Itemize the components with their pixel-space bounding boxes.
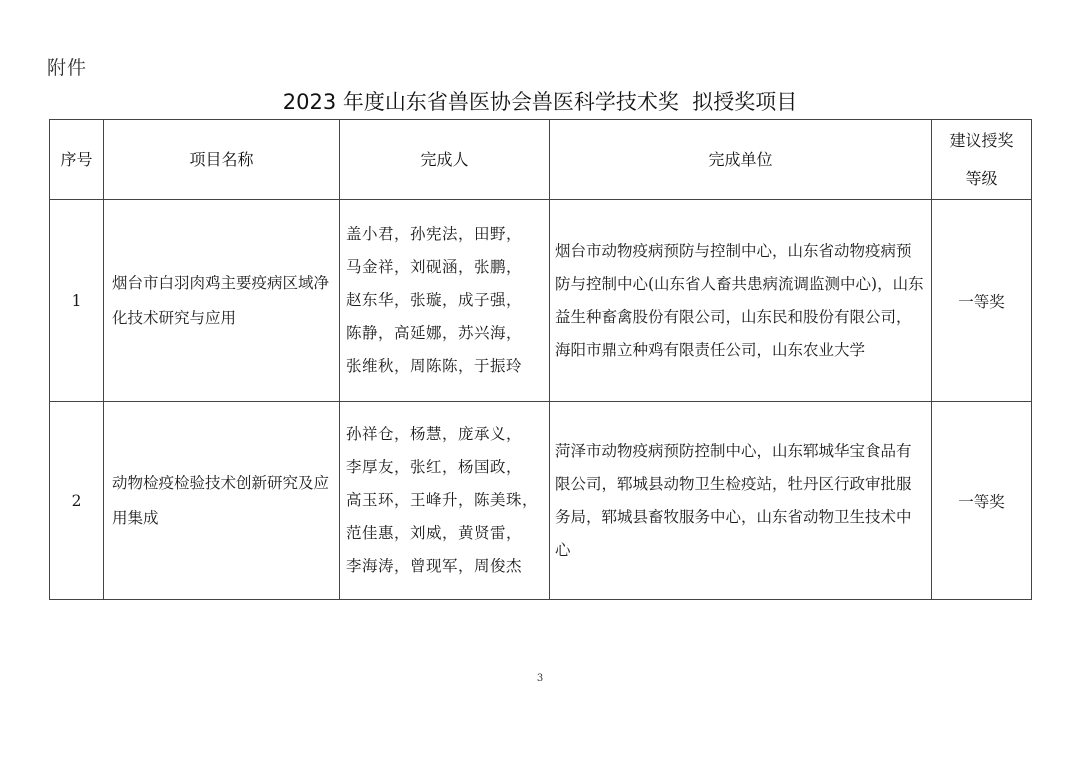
- header-completers: 完成人: [340, 120, 550, 200]
- project-completers: 孙祥仓，杨慧，庞承义， 李厚友，张红，杨国政， 高玉环，王峰升，陈美珠， 范佳惠，刘威，黄贤雷， 李海涛，曾现军，周俊杰: [340, 402, 550, 600]
- project-name: 烟台市白羽肉鸡主要疫病区域净化技术研究与应用: [104, 200, 340, 402]
- header-grade-line1: 建议授奖: [949, 130, 1014, 150]
- table-row: [50, 402, 1032, 600]
- project-completers: 盖小君，孙宪法，田野， 马金祥，刘砚涵，张鹏， 赵东华，张璇，成子强， 陈静，高延娜，苏兴海， 张维秋，周陈陈，于振玲: [340, 200, 550, 402]
- award-grade: 一等奖: [932, 200, 1032, 402]
- document-title: 2023 年度山东省兽医协会兽医科学技术奖 拟授奖项目: [282, 90, 798, 114]
- row-index: 2: [50, 402, 104, 600]
- header-index: 序号: [50, 120, 104, 200]
- project-units: 烟台市动物疫病预防与控制中心，山东省动物疫病预防与控制中心(山东省人畜共患病流调监测中心)，山东益生种畜禽股份有限公司，山东民和股份有限公司，海阳市鼎立种鸡有限责任公司，山东农业大学: [550, 200, 932, 402]
- attachment-label: 附件: [47, 57, 88, 79]
- award-grade: 一等奖: [932, 402, 1032, 600]
- table-header-row: [50, 120, 1032, 200]
- project-name: 动物检疫检验技术创新研究及应用集成: [104, 402, 340, 600]
- header-units: 完成单位: [550, 120, 932, 200]
- header-grade: [932, 120, 1032, 200]
- project-units: 菏泽市动物疫病预防控制中心，山东郓城华宝食品有限公司，郓城县动物卫生检疫站，牡丹区行政审批服务局，郓城县畜牧服务中心，山东省动物卫生技术中心: [550, 402, 932, 600]
- page-number: 3: [536, 673, 544, 684]
- award-projects-table: [49, 119, 1032, 600]
- header-grade-line2: 等级: [965, 168, 998, 188]
- table-row: [50, 200, 1032, 402]
- row-index: 1: [50, 200, 104, 402]
- header-project-name: 项目名称: [104, 120, 340, 200]
